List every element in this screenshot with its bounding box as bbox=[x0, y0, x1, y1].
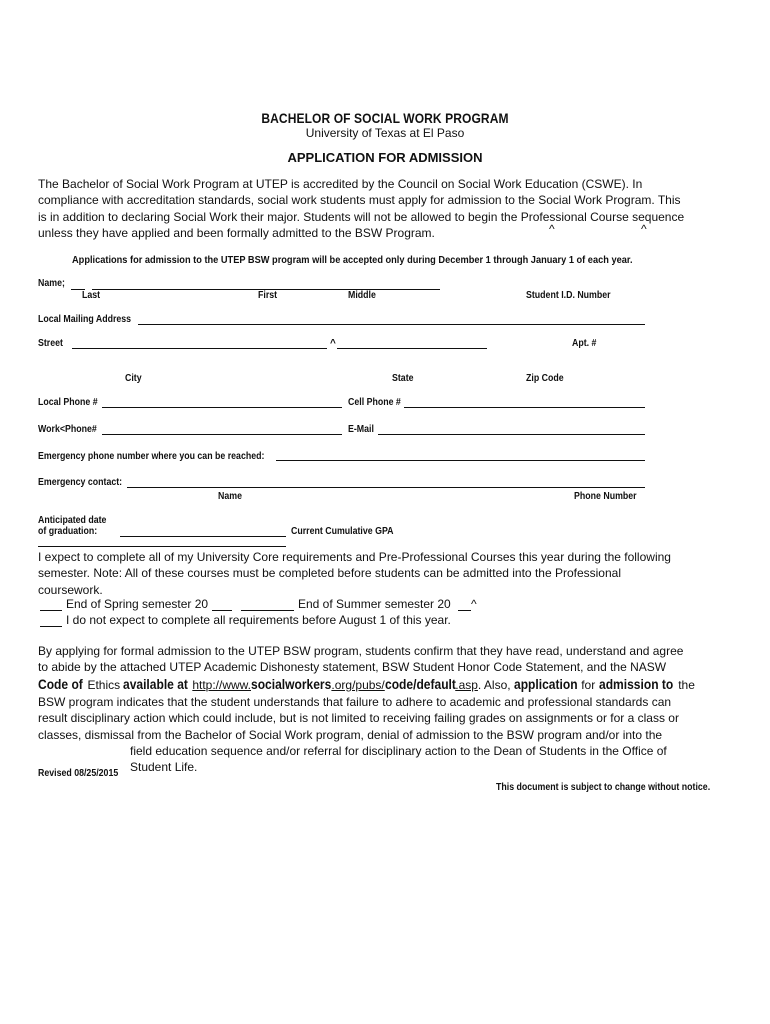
agreement-line: result disciplinary action which could include, but is not limited to receiving failing grades on assignments or for a class or bbox=[38, 711, 679, 726]
spring-year-input[interactable] bbox=[212, 610, 232, 611]
work-phone-input[interactable] bbox=[102, 434, 342, 435]
agreement-paragraph bbox=[38, 643, 728, 776]
city-caption: City bbox=[125, 373, 142, 384]
local-mailing-label: Local Mailing Address bbox=[38, 314, 132, 325]
gpa-label: Current Cumulative GPA bbox=[291, 526, 394, 537]
street-caret: ^ bbox=[330, 338, 336, 349]
zip-caption: Zip Code bbox=[526, 373, 564, 384]
intro-line: The Bachelor of Social Work Program at UTEP is accredited by the Council on Social Work Education (CSWE). In bbox=[38, 177, 643, 191]
emergency-phone-label: Emergency phone number where you can be reached: bbox=[38, 451, 265, 462]
local-mailing-input[interactable] bbox=[138, 324, 645, 325]
summer-caret: ^ bbox=[471, 597, 477, 611]
street-input[interactable] bbox=[72, 348, 327, 349]
intro-caret: ^ bbox=[549, 222, 555, 236]
intro-caret: ^ bbox=[641, 222, 647, 236]
local-phone-input[interactable] bbox=[102, 407, 342, 408]
graduation-label: of graduation: bbox=[38, 526, 98, 537]
state-caption: State bbox=[392, 373, 414, 384]
completion-line: I expect to complete all of my University Core requirements and Pre-Professional Courses this year during the following bbox=[38, 550, 671, 564]
gpa-input[interactable] bbox=[38, 546, 286, 547]
intro-line: is in addition to declaring Social Work their major. Students will not be allowed to begin the Professional Course sequence bbox=[38, 209, 685, 224]
email-label: E-Mail bbox=[348, 424, 374, 435]
emergency-phone-input[interactable] bbox=[276, 460, 645, 461]
student-id-caption: Student I.D. Number bbox=[526, 290, 611, 301]
summer-year-input[interactable] bbox=[458, 610, 471, 611]
last-name-caption: Last bbox=[82, 290, 101, 301]
street-input-extra[interactable] bbox=[337, 348, 487, 349]
spring-checkbox-line[interactable] bbox=[40, 610, 62, 611]
intro-paragraph bbox=[38, 176, 728, 242]
emergency-contact-input[interactable] bbox=[127, 487, 645, 488]
anticipated-date-label: Anticipated date bbox=[38, 515, 107, 526]
completion-paragraph bbox=[38, 549, 728, 598]
first-name-caption: First bbox=[258, 290, 278, 301]
agreement-line: to abide by the attached UTEP Academic Dishonesty statement, BSW Student Honor Code Statement, and the NASW bbox=[38, 660, 667, 675]
street-label: Street bbox=[38, 338, 63, 349]
not-complete-checkbox-line[interactable] bbox=[40, 626, 62, 627]
cell-phone-label: Cell Phone # bbox=[348, 397, 401, 408]
work-phone-label: Work<Phone# bbox=[38, 424, 97, 435]
emergency-phone-caption: Phone Number bbox=[574, 491, 637, 502]
emergency-name-caption: Name bbox=[218, 491, 242, 502]
not-complete-option-text: I do not expect to complete all requirements before August 1 of this year. bbox=[66, 613, 451, 627]
completion-line: coursework. bbox=[38, 582, 103, 597]
cell-phone-input[interactable] bbox=[404, 407, 645, 408]
agreement-line: field education sequence and/or referral for disciplinary action to the Dean of Students in the Office of bbox=[130, 744, 667, 759]
local-phone-label: Local Phone # bbox=[38, 397, 98, 408]
middle-name-caption: Middle bbox=[348, 290, 376, 301]
disclaimer: This document is subject to change without notice. bbox=[496, 782, 711, 793]
agreement-line-code-of-ethics: Code of Ethics available at http://www.socialworkers.org/pubs/code/default.asp. Also, application for admission to the bbox=[38, 675, 695, 692]
form-title: BACHELOR OF SOCIAL WORK PROGRAM bbox=[261, 110, 509, 126]
intro-line: unless they have applied and been formally admitted to the BSW Program. bbox=[38, 226, 435, 241]
form-subtitle: APPLICATION FOR ADMISSION bbox=[287, 150, 483, 165]
spring-option-text: End of Spring semester 20 bbox=[66, 597, 209, 611]
admission-period-notice: Applications for admission to the UTEP BSW program will be accepted only during December 1 through January 1 of each year. bbox=[72, 254, 633, 266]
name-label: Name; bbox=[38, 278, 65, 289]
email-input[interactable] bbox=[378, 434, 645, 435]
nasw-code-link[interactable]: http://www.socialworkers.org/pubs/code/default.asp bbox=[192, 675, 478, 692]
agreement-line: classes, dismissal from the Bachelor of Social Work program, denial of admission to the BSW program and/or into the bbox=[38, 727, 663, 742]
apt-label: Apt. # bbox=[572, 338, 597, 349]
revised-date: Revised 08/25/2015 bbox=[38, 768, 119, 779]
agreement-line: Student Life. bbox=[130, 760, 198, 775]
emergency-contact-label: Emergency contact: bbox=[38, 477, 123, 488]
summer-checkbox-line[interactable] bbox=[241, 610, 294, 611]
completion-line: semester. Note: All of these courses must be completed before students can be admitted into the Professional bbox=[38, 566, 621, 581]
agreement-line: By applying for formal admission to the UTEP BSW program, students confirm that they have read, understand and agree bbox=[38, 644, 684, 658]
summer-option-text: End of Summer semester 20 bbox=[298, 597, 451, 611]
intro-line: compliance with accreditation standards, social work students must apply for admission to the Social Work Program. This bbox=[38, 193, 681, 208]
agreement-line: BSW program indicates that the student understands that failure to adhere to academic and professional standards can bbox=[38, 694, 672, 709]
graduation-date-input[interactable] bbox=[120, 536, 286, 537]
university-name: University of Texas at El Paso bbox=[305, 126, 465, 140]
